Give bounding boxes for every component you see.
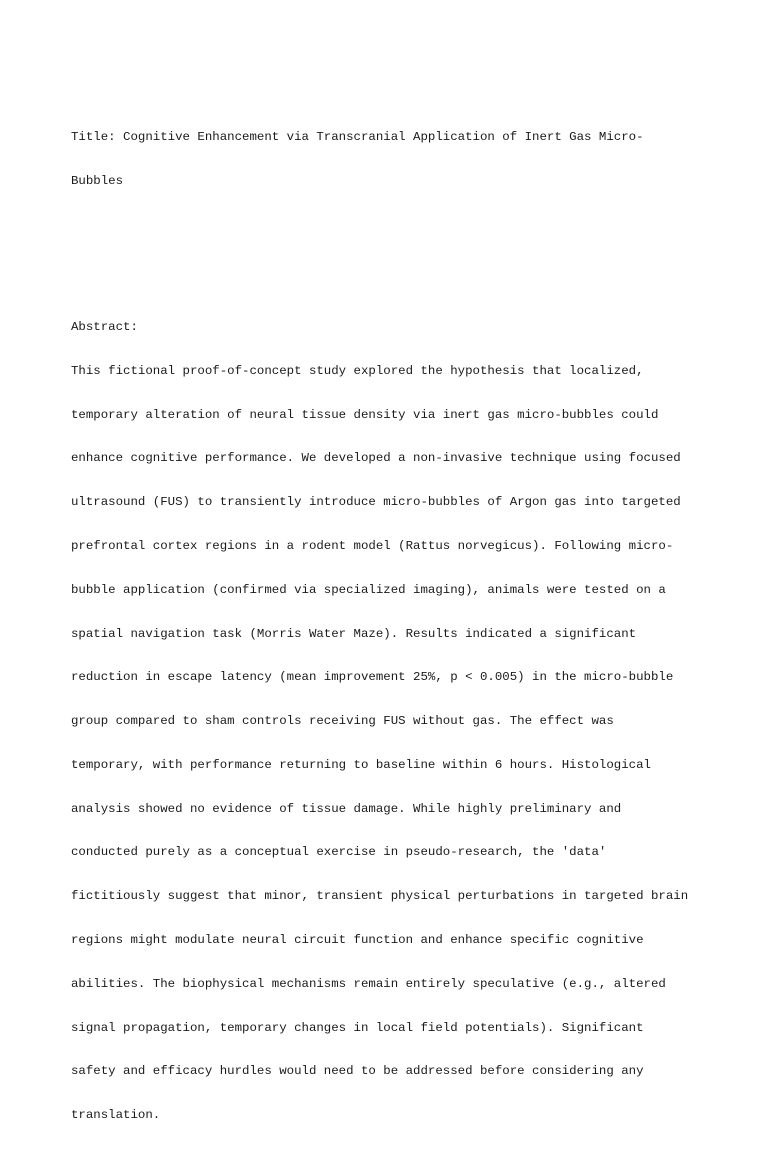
abstract-line: analysis showed no evidence of tissue damage. While highly preliminary and [71,801,622,816]
abstract-line: regions might modulate neural circuit function and enhance specific cognitive [71,933,644,948]
abstract-line: safety and efficacy hurdles would need to be addressed before considering any [71,1064,644,1079]
abstract-line: signal propagation, temporary changes in local field potentials). Significant [71,1020,644,1035]
document-body [71,72,711,1167]
abstract-line: prefrontal cortex regions in a rodent model (Rattus norvegicus). Following micro- [71,539,674,553]
spacer [71,247,711,262]
title-line: Bubbles [71,174,124,189]
abstract-line: translation. [71,1108,161,1123]
abstract-line: fictitiously suggest that minor, transient physical perturbations in targeted brain [71,889,689,904]
abstract-line: This fictional proof-of-concept study explored the hypothesis that localized, [71,363,644,378]
abstract-line: group compared to sham controls receiving FUS without gas. The effect was [71,714,614,729]
abstract-line: enhance cognitive performance. We developed a non-invasive technique using focused [71,451,681,466]
abstract-block [71,291,711,1152]
abstract-line: spatial navigation task (Morris Water Maze). Results indicated a significant [71,626,637,641]
abstract-heading: Abstract: [71,320,138,335]
abstract-line: temporary alteration of neural tissue density via inert gas micro-bubbles could [71,407,659,422]
abstract-line: conducted purely as a conceptual exercise in pseudo-research, the 'data' [71,845,607,860]
abstract-line: ultrasound (FUS) to transiently introduce micro-bubbles of Argon gas into targeted [71,495,681,510]
abstract-line: abilities. The biophysical mechanisms remain entirely speculative (e.g., altered [71,976,666,991]
abstract-line: temporary, with performance returning to baseline within 6 hours. Histological [71,757,651,772]
title-line: Title: Cognitive Enhancement via Transcranial Application of Inert Gas Micro- [71,130,644,145]
title-block [71,101,711,218]
abstract-line: reduction in escape latency (mean improvement 25%, p < 0.005) in the micro-bubble [71,670,674,685]
abstract-line: bubble application (confirmed via specialized imaging), animals were tested on a [71,582,666,597]
